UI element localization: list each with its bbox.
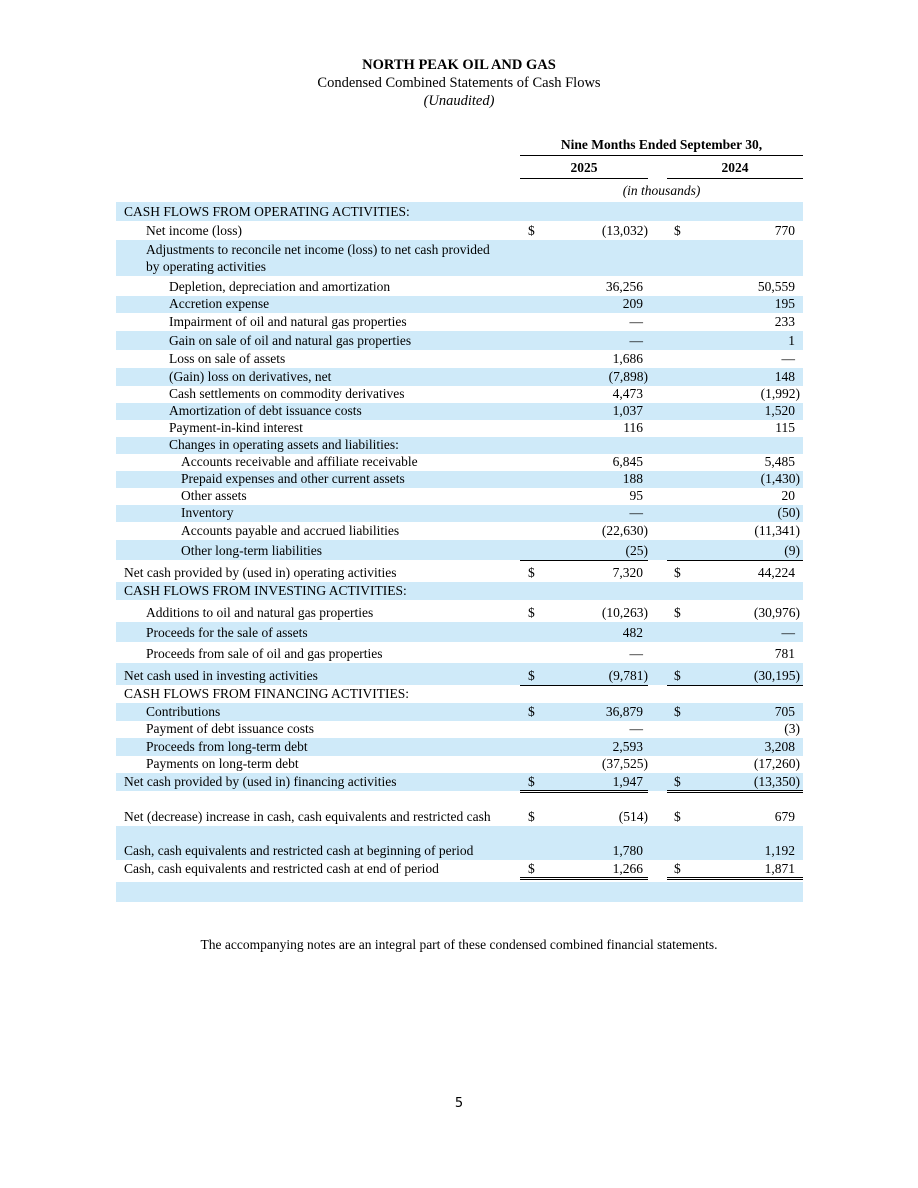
value-2025: 7,320: [612, 565, 643, 580]
value-2025: (9,781): [608, 668, 648, 683]
unaudited-note: (Unaudited): [423, 93, 495, 109]
table-row: [116, 703, 803, 721]
table-row: [116, 488, 803, 505]
value-2024: (13,350): [753, 774, 800, 789]
value-2025: —: [629, 646, 643, 661]
row-label: CASH FLOWS FROM OPERATING ACTIVITIES:: [124, 204, 410, 219]
value-2025: (514): [618, 809, 648, 824]
value-2024: 679: [774, 809, 795, 824]
table-row: [116, 276, 803, 296]
table-row: [116, 685, 803, 703]
row-label: Net cash provided by (used in) financing activities: [124, 774, 397, 789]
table-row: [116, 826, 803, 860]
value-2025: 1,037: [612, 403, 643, 418]
currency-symbol-2025: $: [528, 861, 535, 876]
table-row: [116, 622, 803, 642]
value-2024: (1,430): [760, 471, 800, 486]
table-row: [116, 540, 803, 560]
row-label: Accounts payable and accrued liabilities: [181, 523, 400, 538]
value-2024: (11,341): [754, 523, 800, 538]
row-label: Accounts receivable and affiliate receivable: [181, 454, 418, 469]
page-number: 5: [454, 1096, 464, 1111]
row-label: Cash, cash equivalents and restricted cash at end of period: [124, 861, 439, 876]
value-2025: 36,256: [605, 279, 643, 294]
currency-symbol-2025: $: [528, 809, 535, 824]
row-label: CASH FLOWS FROM INVESTING ACTIVITIES:: [124, 583, 407, 598]
value-2024: 705: [774, 704, 795, 719]
value-2024: 148: [774, 369, 795, 384]
currency-symbol-2025: $: [528, 605, 535, 620]
value-2024: 115: [775, 420, 795, 435]
value-2024: 770: [774, 223, 795, 238]
value-2025: —: [629, 314, 643, 329]
value-2025: (22,630): [601, 523, 648, 538]
row-label: Gain on sale of oil and natural gas properties: [169, 333, 412, 348]
row-label: Net cash used in investing activities: [124, 668, 318, 683]
row-label: Cash settlements on commodity derivatives: [169, 386, 405, 401]
value-2024: 1,192: [764, 843, 795, 858]
value-2024: 233: [774, 314, 795, 329]
row-label: Payment of debt issuance costs: [146, 721, 314, 736]
table-row: [116, 773, 803, 791]
table-row: [116, 350, 803, 368]
row-label: Net cash provided by (used in) operating activities: [124, 565, 397, 580]
value-2025: 1,686: [612, 351, 643, 366]
spacer-row: [116, 882, 803, 902]
value-2025: (37,525): [601, 756, 648, 771]
value-2024: (30,976): [753, 605, 800, 620]
row-label: CASH FLOWS FROM FINANCING ACTIVITIES:: [124, 686, 410, 701]
value-2025: 36,879: [605, 704, 643, 719]
table-row: [116, 202, 803, 221]
value-2024: —: [781, 351, 795, 366]
table-row: [116, 505, 803, 522]
table-row: [116, 560, 803, 582]
row-label: Loss on sale of assets: [169, 351, 286, 366]
table-row: [116, 663, 803, 685]
value-2024: 50,559: [757, 279, 795, 294]
table-row: [116, 296, 803, 313]
value-2025: (10,263): [601, 605, 648, 620]
period-header: Nine Months Ended September 30,: [520, 137, 803, 156]
value-2024: 20: [781, 488, 795, 503]
value-2024: —: [781, 625, 795, 640]
currency-symbol-2024: $: [674, 565, 681, 580]
value-2024: 1,520: [764, 403, 795, 418]
year-2025-header: 2025: [520, 160, 648, 179]
row-label: (Gain) loss on derivatives, net: [169, 369, 332, 384]
value-2025: 4,473: [612, 386, 643, 401]
row-label: Inventory: [181, 505, 234, 520]
table-row: [116, 403, 803, 420]
currency-symbol-2025: $: [528, 565, 535, 580]
value-2025: —: [629, 505, 643, 520]
row-label: Other long-term liabilities: [181, 543, 322, 558]
table-row: [116, 860, 803, 878]
value-2025: 482: [622, 625, 643, 640]
table-row: [116, 738, 803, 756]
statement-header: [0, 56, 918, 110]
statement-title: Condensed Combined Statements of Cash Flows: [317, 75, 601, 91]
table-row: [116, 721, 803, 738]
value-2025: 116: [623, 420, 643, 435]
row-label: Contributions: [146, 704, 221, 719]
row-label: Proceeds from sale of oil and gas properties: [146, 646, 383, 661]
value-2024: 1,871: [764, 861, 795, 876]
row-label: Amortization of debt issuance costs: [169, 403, 362, 418]
row-label: Net income (loss): [146, 223, 242, 238]
table-row: [116, 756, 803, 773]
table-row: [116, 386, 803, 403]
table-row: [116, 240, 803, 276]
value-2024: 5,485: [764, 454, 795, 469]
table-row: [116, 331, 803, 350]
row-label: Other assets: [181, 488, 247, 503]
value-2024: (9): [784, 543, 800, 558]
row-label: Payment-in-kind interest: [169, 420, 303, 435]
currency-symbol-2024: $: [674, 223, 681, 238]
table-row: [116, 471, 803, 488]
table-row: [116, 642, 803, 663]
row-label: Adjustments to reconcile net income (loss) to net cash provided by operating activities: [146, 242, 490, 274]
row-label: Depletion, depreciation and amortization: [169, 279, 391, 294]
row-label: Proceeds for the sale of assets: [146, 625, 308, 640]
year-2024-header: 2024: [667, 160, 803, 179]
value-2025: —: [629, 333, 643, 348]
currency-symbol-2024: $: [674, 861, 681, 876]
footnote: The accompanying notes are an integral part of these condensed combined financial statements.: [200, 937, 718, 952]
currency-symbol-2025: $: [528, 668, 535, 683]
value-2024: (30,195): [753, 668, 800, 683]
table-row: [116, 221, 803, 240]
value-2024: (1,992): [760, 386, 800, 401]
table-row: [116, 600, 803, 622]
currency-symbol-2024: $: [674, 809, 681, 824]
currency-symbol-2024: $: [674, 704, 681, 719]
value-2025: 6,845: [612, 454, 643, 469]
value-2024: (50): [777, 505, 800, 520]
table-row: [116, 522, 803, 540]
table-row: [116, 791, 803, 826]
value-2024: 44,224: [757, 565, 795, 580]
row-label: Prepaid expenses and other current assets: [181, 471, 405, 486]
value-2025: (7,898): [608, 369, 648, 384]
value-2024: 3,208: [764, 739, 795, 754]
currency-symbol-2025: $: [528, 223, 535, 238]
table-row: [116, 420, 803, 437]
currency-symbol-2024: $: [674, 605, 681, 620]
value-2024: 1: [788, 333, 795, 348]
value-2025: —: [629, 721, 643, 736]
row-label: Changes in operating assets and liabilities:: [169, 437, 399, 452]
table-row: [116, 313, 803, 331]
value-2025: 2,593: [612, 739, 643, 754]
currency-symbol-2024: $: [674, 668, 681, 683]
value-2025: 95: [629, 488, 643, 503]
value-2025: 1,780: [612, 843, 643, 858]
value-2024: 195: [774, 296, 795, 311]
row-label: Accretion expense: [169, 296, 270, 311]
table-row: [116, 454, 803, 471]
value-2025: 188: [622, 471, 643, 486]
currency-symbol-2025: $: [528, 774, 535, 789]
value-2024: (3): [784, 721, 800, 736]
table-row: [116, 368, 803, 386]
value-2025: 1,266: [612, 861, 643, 876]
value-2025: (13,032): [601, 223, 648, 238]
value-2025: 209: [622, 296, 643, 311]
row-label: Payments on long-term debt: [146, 756, 299, 771]
row-label: Impairment of oil and natural gas properties: [169, 314, 407, 329]
row-label: Proceeds from long-term debt: [146, 739, 308, 754]
row-label: Cash, cash equivalents and restricted cash at beginning of period: [124, 843, 474, 858]
value-2024: (17,260): [753, 756, 800, 771]
currency-symbol-2024: $: [674, 774, 681, 789]
units-label: (in thousands): [622, 183, 701, 198]
value-2025: (25): [625, 543, 648, 558]
currency-symbol-2025: $: [528, 704, 535, 719]
value-2024: 781: [774, 646, 795, 661]
table-row: [116, 582, 803, 600]
company-name: NORTH PEAK OIL AND GAS: [362, 57, 556, 73]
cash-flow-table: [116, 202, 803, 902]
value-2025: 1,947: [612, 774, 643, 789]
table-row: [116, 437, 803, 454]
row-label: Net (decrease) increase in cash, cash equivalents and restricted cash: [124, 809, 491, 824]
row-label: Additions to oil and natural gas properties: [146, 605, 374, 620]
